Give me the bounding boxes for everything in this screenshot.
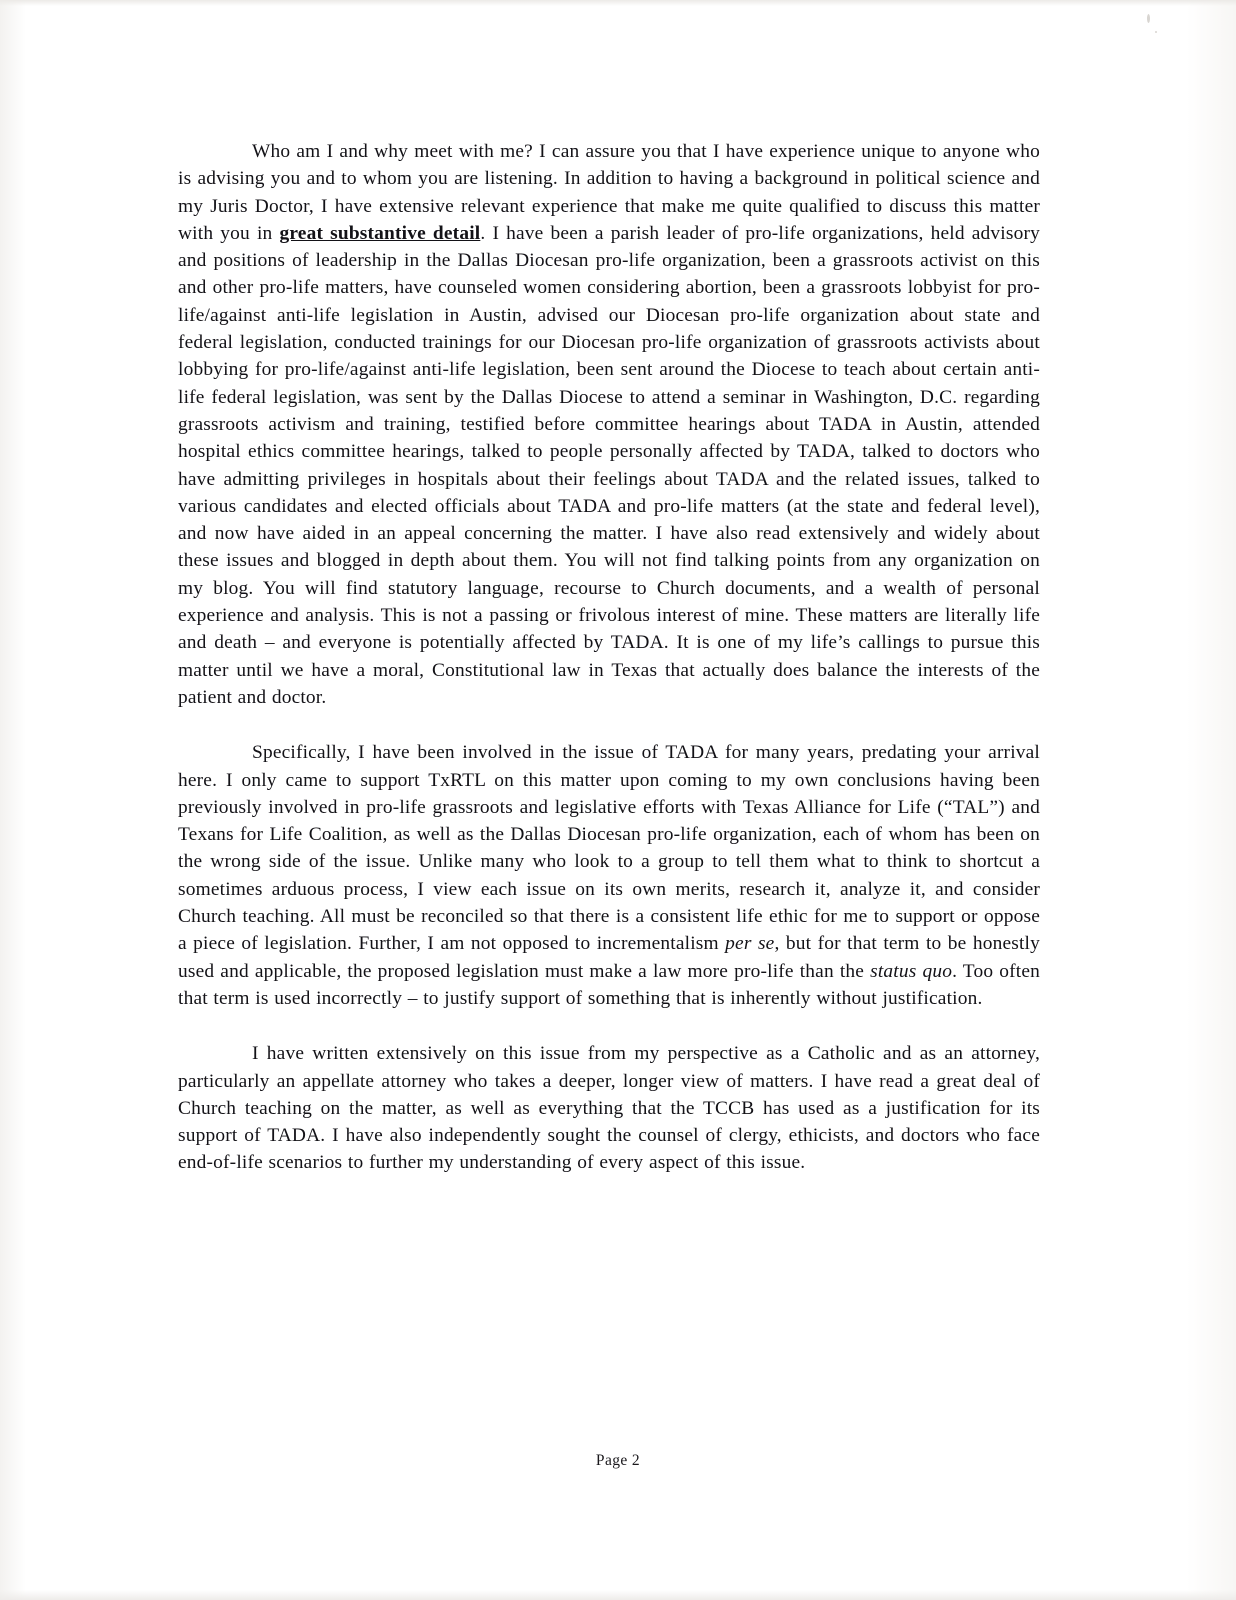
page-bottom-shadow <box>0 1590 1236 1600</box>
italic-phrase: per se <box>725 933 775 955</box>
page-number-label: Page 2 <box>595 1452 641 1469</box>
page-footer <box>0 1452 1236 1470</box>
scan-artifact <box>1155 31 1157 33</box>
paragraph-2: Specifically, I have been involved in the issue of TADA for many years, predating your arrival here. I only came to support TxRTL on this matter upon coming to my own conclusions having been previously involved in pro-life grassroots and legislative efforts with Texas Alliance for Life (“TAL”) and Texans for Life Coalition, as well as the Dallas Diocesan pro-life organization, each of whom has been on the wrong side of the issue. Unlike many who look to a group to tell them what to think to shortcut a sometimes arduous process, I view each issue on its own merits, research it, analyze it, and consider Church teaching. All must be reconciled so that there is a consistent life ethic for me to support or oppose a piece of legislation. Further, I am not opposed to incrementalism per se, but for that term to be honestly used and applicable, the proposed legislation must make a law more pro-life than the status quo. Too often that term is used incorrectly – to justify support of something that is inherently without justification. <box>178 742 1040 1009</box>
emphasized-phrase: great substantive detail <box>279 222 481 244</box>
paragraph-3: I have written extensively on this issue from my perspective as a Catholic and as an attorney, particularly an appellate attorney who takes a deeper, longer view of matters. I have read a great deal of Church teaching on the matter, as well as everything that the TCCB has used as a justification for its support of TADA. I have also independently sought the counsel of clergy, ethicists, and doctors who face end-of-life scenarios to further my understanding of every aspect of this issue. <box>178 1043 1040 1174</box>
document-body <box>178 138 1040 1177</box>
page-top-shadow <box>0 0 1236 6</box>
paragraph-1: Who am I and why meet with me? I can assure you that I have experience unique to anyone who is advising you and to whom you are listening. In addition to having a background in political science and my Juris Doctor, I have extensive relevant experience that make me quite qualified to discuss this matter with you in great substantive detail. I have been a parish leader of pro-life organizations, held advisory and positions of leadership in the Dallas Diocesan pro-life organization, been a grassroots activist on this and other pro-life matters, have counseled women considering abortion, been a grassroots lobbyist for pro-life/against anti-life legislation in Austin, advised our Diocesan pro-life organization about state and federal legislation, conducted trainings for our Diocesan pro-life organization of grassroots activists about lobbying for pro-life/against anti-life legislation, been sent around the Diocese to teach about certain anti-life federal legislation, was sent by the Dallas Diocese to attend a seminar in Washington, D.C. regarding grassroots activism and training, testified before committee hearings about TADA in Austin, attended hospital ethics committee hearings, talked to people personally affected by TADA, talked to doctors who have admitting privileges in hospitals about their feelings about TADA and the related issues, talked to various candidates and elected officials about TADA and pro-life matters (at the state and federal level), and now have aided in an appeal concerning the matter. I have also read extensively and widely about these issues and blogged in depth about them. You will not find talking points from any organization on my blog. You will find statutory language, recourse to Church documents, and a wealth of personal experience and analysis. This is not a passing or frivolous interest of mine. These matters are literally life and death – and everyone is potentially affected by TADA. It is one of my life’s callings to pursue this matter until we have a moral, Constitutional law in Texas that actually does balance the interests of the patient and doctor. <box>178 141 1040 708</box>
italic-phrase: status quo <box>870 960 953 982</box>
scan-artifact <box>1147 14 1150 23</box>
